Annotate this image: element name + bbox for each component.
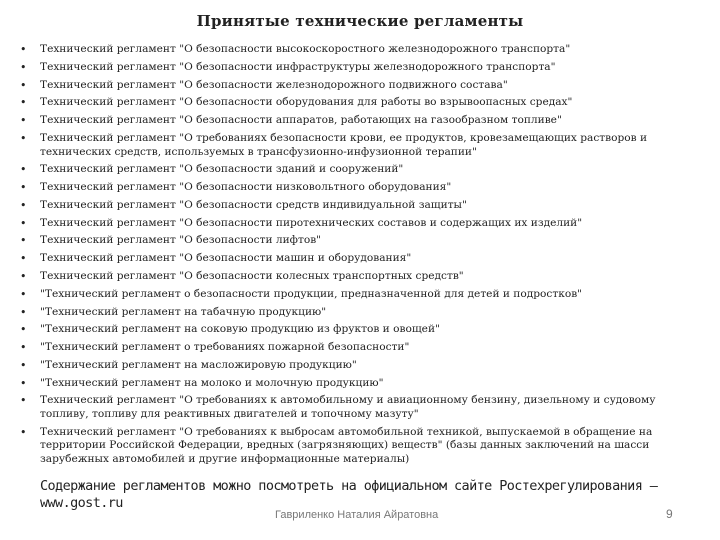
slide-title: Принятые технические регламенты — [196, 12, 524, 30]
list-item: • Технический регламент "О требованиях к автомобильному и авиационному бензину, дизельному и судовому топливу, топливу для реактивных двигателей и топочному мазуту" — [20, 394, 656, 421]
list-item: • "Технический регламент о требованиях пожарной безопасности" — [20, 341, 410, 355]
bullet-icon: • — [20, 216, 27, 230]
bullet-icon: • — [20, 358, 27, 372]
regulations-list — [20, 43, 692, 471]
bullet-icon: • — [20, 234, 27, 248]
bullet-icon: • — [20, 305, 27, 319]
list-item: • "Технический регламент на масложировую продукцию" — [20, 358, 357, 372]
bullet-icon: • — [20, 376, 27, 390]
list-item: • Технический регламент "О безопасности высокоскоростного железнодорожного транспорта" — [20, 43, 571, 56]
bullet-icon: • — [20, 96, 27, 110]
bullet-icon: • — [20, 394, 27, 408]
list-item: • Технический регламент "О безопасности железнодорожного подвижного состава" — [20, 78, 508, 92]
bullet-icon: • — [20, 131, 27, 145]
author-name: Гавриленко Наталия Айратовна — [275, 509, 439, 521]
page-number: 9 — [666, 507, 673, 521]
bullet-icon: • — [20, 198, 27, 212]
bullet-icon: • — [20, 269, 27, 283]
list-item: • Технический регламент "О безопасности инфраструктуры железнодорожного транспорта" — [20, 60, 556, 74]
bullet-icon: • — [20, 163, 27, 177]
bullet-icon: • — [20, 78, 27, 92]
list-item: • "Технический регламент на соковую продукцию из фруктов и овощей" — [20, 323, 440, 337]
list-item: • "Технический регламент на молоко и молочную продукцию" — [20, 376, 384, 390]
list-item: • Технический регламент "О безопасности колесных транспортных средств" — [20, 269, 464, 283]
list-item: • Технический регламент "О безопасности низковольтного оборудования" — [20, 181, 452, 195]
bullet-icon: • — [20, 287, 27, 301]
list-item: • Технический регламент "О безопасности лифтов" — [20, 234, 322, 248]
list-item: • Технический регламент "О требованиях к выбросам автомобильной техникой, выпускаемой в обращение на территории Российской Федерации, вредных (загрязняющих) веществ" (базы данных заключений на шасси зарубежных автомобилей и другие информационные материалы) — [20, 425, 653, 465]
list-item: • Технический регламент "О безопасности машин и оборудования" — [20, 252, 412, 266]
list-item: • "Технический регламент на табачную продукцию" — [20, 305, 327, 319]
footer-note: Содержание регламентов можно посмотреть на официальном сайте Ростехрегулирования – www.gost.ru — [40, 478, 658, 511]
list-item: • Технический регламент "О безопасности оборудования для работы во взрывоопасных средах" — [20, 96, 573, 110]
bullet-icon: • — [20, 425, 27, 439]
bullet-icon: • — [20, 252, 27, 266]
bullet-icon: • — [20, 341, 27, 355]
list-item: • Технический регламент "О безопасности пиротехнических составов и содержащих их изделий" — [20, 216, 583, 230]
bullet-icon: • — [20, 323, 27, 337]
bullet-icon: • — [20, 114, 27, 128]
list-item: • "Технический регламент о безопасности продукции, предназначенной для детей и подростков" — [20, 287, 583, 301]
list-item: • Технический регламент "О безопасности аппаратов, работающих на газообразном топливе" — [20, 114, 562, 128]
list-item: • Технический регламент "О требованиях безопасности крови, ее продуктов, кровезамещающих растворов и технических средств, используемых в трансфузионно-инфузионной терапии" — [20, 131, 648, 158]
bullet-icon: • — [20, 43, 27, 56]
list-item: • Технический регламент "О безопасности зданий и сооружений" — [20, 163, 404, 177]
bullet-icon: • — [20, 181, 27, 195]
list-item: • Технический регламент "О безопасности средств индивидуальной защиты" — [20, 198, 467, 212]
bullet-icon: • — [20, 60, 27, 74]
